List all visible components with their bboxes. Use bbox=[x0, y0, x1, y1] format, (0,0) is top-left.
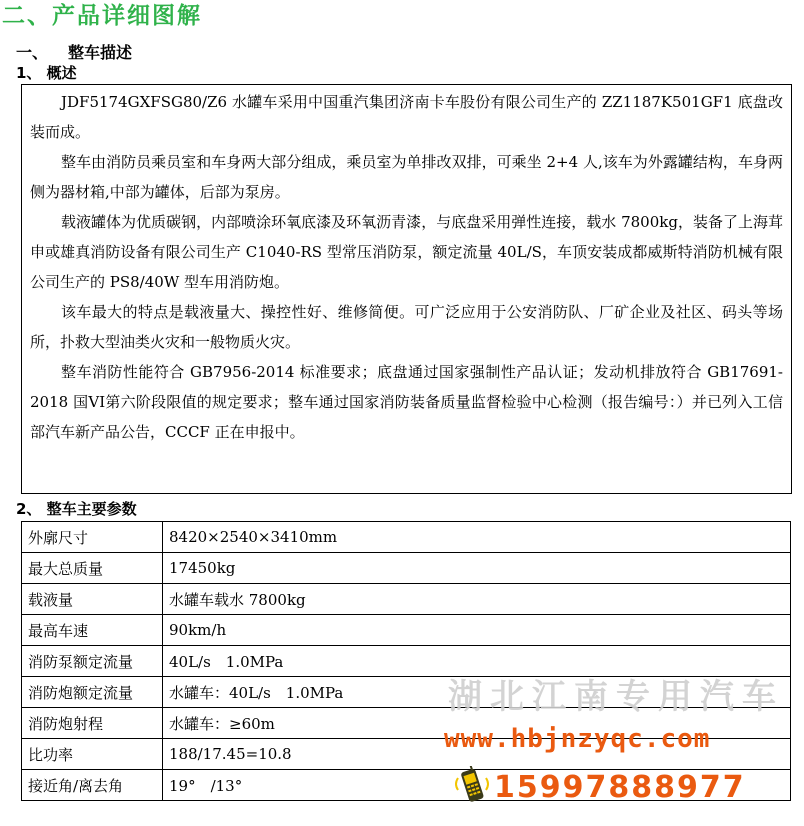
param-key: 载液量 bbox=[22, 584, 163, 615]
param-key: 接近角/离去角 bbox=[22, 770, 163, 801]
paragraph: JDF5174GXFSG80/Z6 水罐车采用中国重汽集团济南卡车股份有限公司生产的 ZZ1187K501GF1 底盘改装而成。 bbox=[30, 93, 783, 141]
heading-overview: 1、 概述 bbox=[16, 64, 77, 82]
param-key: 消防泵额定流量 bbox=[22, 646, 163, 677]
table-row bbox=[22, 584, 791, 615]
watermark-phone: 15997888977 bbox=[494, 770, 746, 805]
section-title: 二、产品详细图解 bbox=[2, 3, 202, 29]
param-value: 17450kg bbox=[163, 553, 791, 584]
heading-main-parameters: 2、 整车主要参数 bbox=[16, 500, 137, 518]
mobile-phone-icon bbox=[452, 766, 492, 806]
watermark-company: 湖北江南专用汽车 bbox=[448, 677, 784, 717]
paragraph: 该车最大的特点是载液量大、操控性好、维修简便。可广泛应用于公安消防队、厂矿企业及社区、码头等场所，扑救大型油类火灾和一般物质火灾。 bbox=[30, 303, 783, 351]
param-value: 90km/h bbox=[163, 615, 791, 646]
paragraph: 整车消防性能符合 GB7956-2014 标准要求；底盘通过国家强制性产品认证；发动机排放符合 GB17691-2018 国VI第六阶段限值的规定要求；整车通过国家消防装备质量监督检验中心检测（报告编号：）并已列入工信部汽车新产品公告，CCCF 正在申报中。 bbox=[30, 363, 783, 441]
param-value: 水罐车：40L/s 1.0MPa bbox=[163, 677, 791, 708]
param-key: 最高车速 bbox=[22, 615, 163, 646]
param-value: 水罐车：≥60m bbox=[163, 708, 791, 739]
param-value: 水罐车载水 7800kg bbox=[163, 584, 791, 615]
overview-box bbox=[21, 84, 792, 494]
paragraph: 载液罐体为优质碳钢，内部喷涂环氧底漆及环氧沥青漆，与底盘采用弹性连接，载水 7800kg，装备了上海茸申或雄真消防设备有限公司生产 C1040-RS 型常压消防泵，额定流量 40L/S，车顶安装成都威斯特消防机械有限公司生产的 PS8/40W 型车用消防炮。 bbox=[30, 213, 783, 291]
watermark-url: www.hbjnzyqc.com bbox=[444, 724, 711, 754]
paragraph: 整车由消防员乘员室和车身两大部分组成，乘员室为单排改双排，可乘坐 2+4 人,该车为外露罐结构，车身两侧为器材箱,中部为罐体，后部为泵房。 bbox=[30, 153, 783, 201]
param-value: 19° /13° bbox=[163, 770, 791, 801]
param-key: 消防炮射程 bbox=[22, 708, 163, 739]
param-key: 比功率 bbox=[22, 739, 163, 770]
parameters-table bbox=[21, 521, 791, 801]
param-key: 外廓尺寸 bbox=[22, 522, 163, 553]
table-row bbox=[22, 522, 791, 553]
param-key: 最大总质量 bbox=[22, 553, 163, 584]
param-value: 40L/s 1.0MPa bbox=[163, 646, 791, 677]
heading-vehicle-description bbox=[16, 40, 132, 63]
table-row bbox=[22, 553, 791, 584]
heading-text: 整车描述 bbox=[68, 43, 133, 62]
table-row bbox=[22, 615, 791, 646]
param-value: 188/17.45=10.8 bbox=[163, 739, 791, 770]
param-value: 8420×2540×3410mm bbox=[163, 522, 791, 553]
param-key: 消防炮额定流量 bbox=[22, 677, 163, 708]
heading-number: 一、 bbox=[16, 43, 49, 62]
